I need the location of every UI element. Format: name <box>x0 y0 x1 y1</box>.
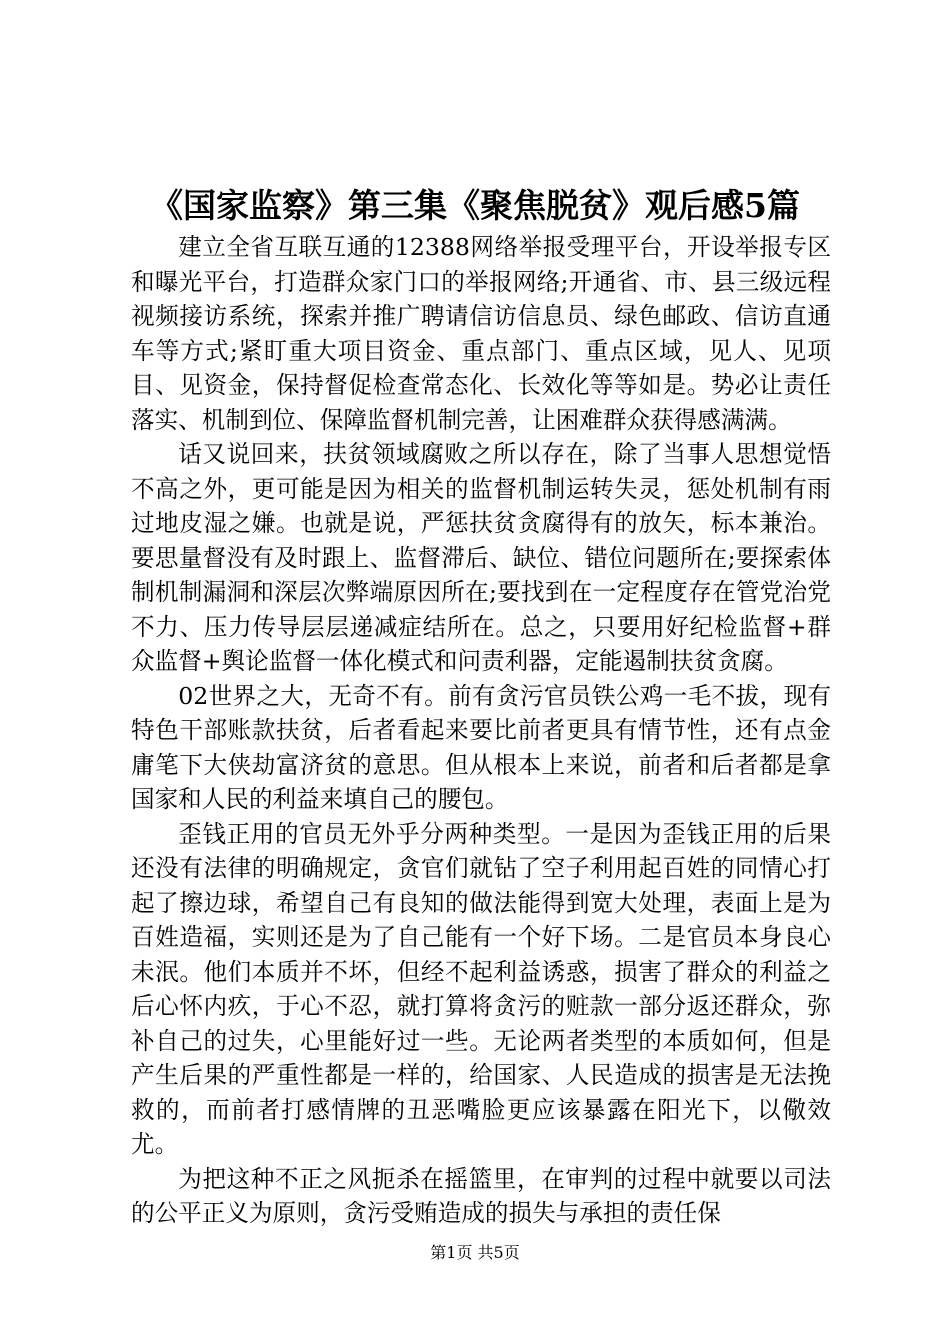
paragraph-2: 话又说回来，扶贫领域腐败之所以存在，除了当事人思想觉悟不高之外，更可能是因为相关的监督机制运转失灵，惩处机制有雨过地皮湿之嫌。也就是说，严惩扶贫贪腐得有的放矢，标本兼治。要思量督没有及时跟上、监督滞后、缺位、错位问题所在;要探索体制机制漏洞和深层次弊端原因所在;要找到在一定程度存在管党治党不力、压力传导层层递减症结所在。总之，只要用好纪检监督+群众监督+舆论监督一体化模式和问责利器，定能遏制扶贫贪腐。 <box>131 440 831 675</box>
paragraph-3: 02世界之大，无奇不有。前有贪污官员铁公鸡一毛不拔，现有特色干部账款扶贫，后者看起来要比前者更具有情节性，还有点金庸笔下大侠劫富济贫的意思。但从根本上来说，前者和后者都是拿国家和人民的利益来填自己的腰包。 <box>131 681 831 813</box>
document-body <box>131 230 831 1231</box>
paragraph-1: 建立全省互联互通的12388网络举报受理平台，开设举报专区和曝光平台，打造群众家门口的举报网络;开通省、市、县三级远程视频接访系统，探索并推广聘请信访信息员、绿色邮政、信访直通车等方式;紧盯重大项目资金、重点部门、重点区域，见人、见项目、见资金，保持督促检查常态化、长效化等等如是。势必让责任落实、机制到位、保障监督机制完善，让困难群众获得感满满。 <box>131 233 831 434</box>
paragraph-4: 歪钱正用的官员无外乎分两种类型。一是因为歪钱正用的后果还没有法律的明确规定，贪官们就钻了空子利用起百姓的同情心打起了擦边球，希望自己有良知的做法能得到宽大处理，表面上是为百姓造福，实则还是为了自己能有一个好下场。二是官员本身良心未泯。他们本质并不坏，但经不起利益诱惑，损害了群众的利益之后心怀内疚，于心不忍，就打算将贪污的赃款一部分返还群众，弥补自己的过失，心里能好过一些。无论两者类型的本质如何，但是产生后果的严重性都是一样的，给国家、人民造成的损害是无法挽救的，而前者打感情牌的丑恶嘴脸更应该暴露在阳光下，以儆效尤。 <box>131 819 831 1158</box>
paragraph-5: 为把这种不正之风扼杀在摇篮里，在审判的过程中就要以司法的公平正义为原则，贪污受贿造成的损失与承担的责任保 <box>131 1164 831 1227</box>
page-number: 第1页 共5页 <box>430 1243 520 1262</box>
page-footer <box>0 1243 950 1263</box>
document-title: 《国家监察》第三集《聚焦脱贫》观后感5篇 <box>150 186 800 225</box>
